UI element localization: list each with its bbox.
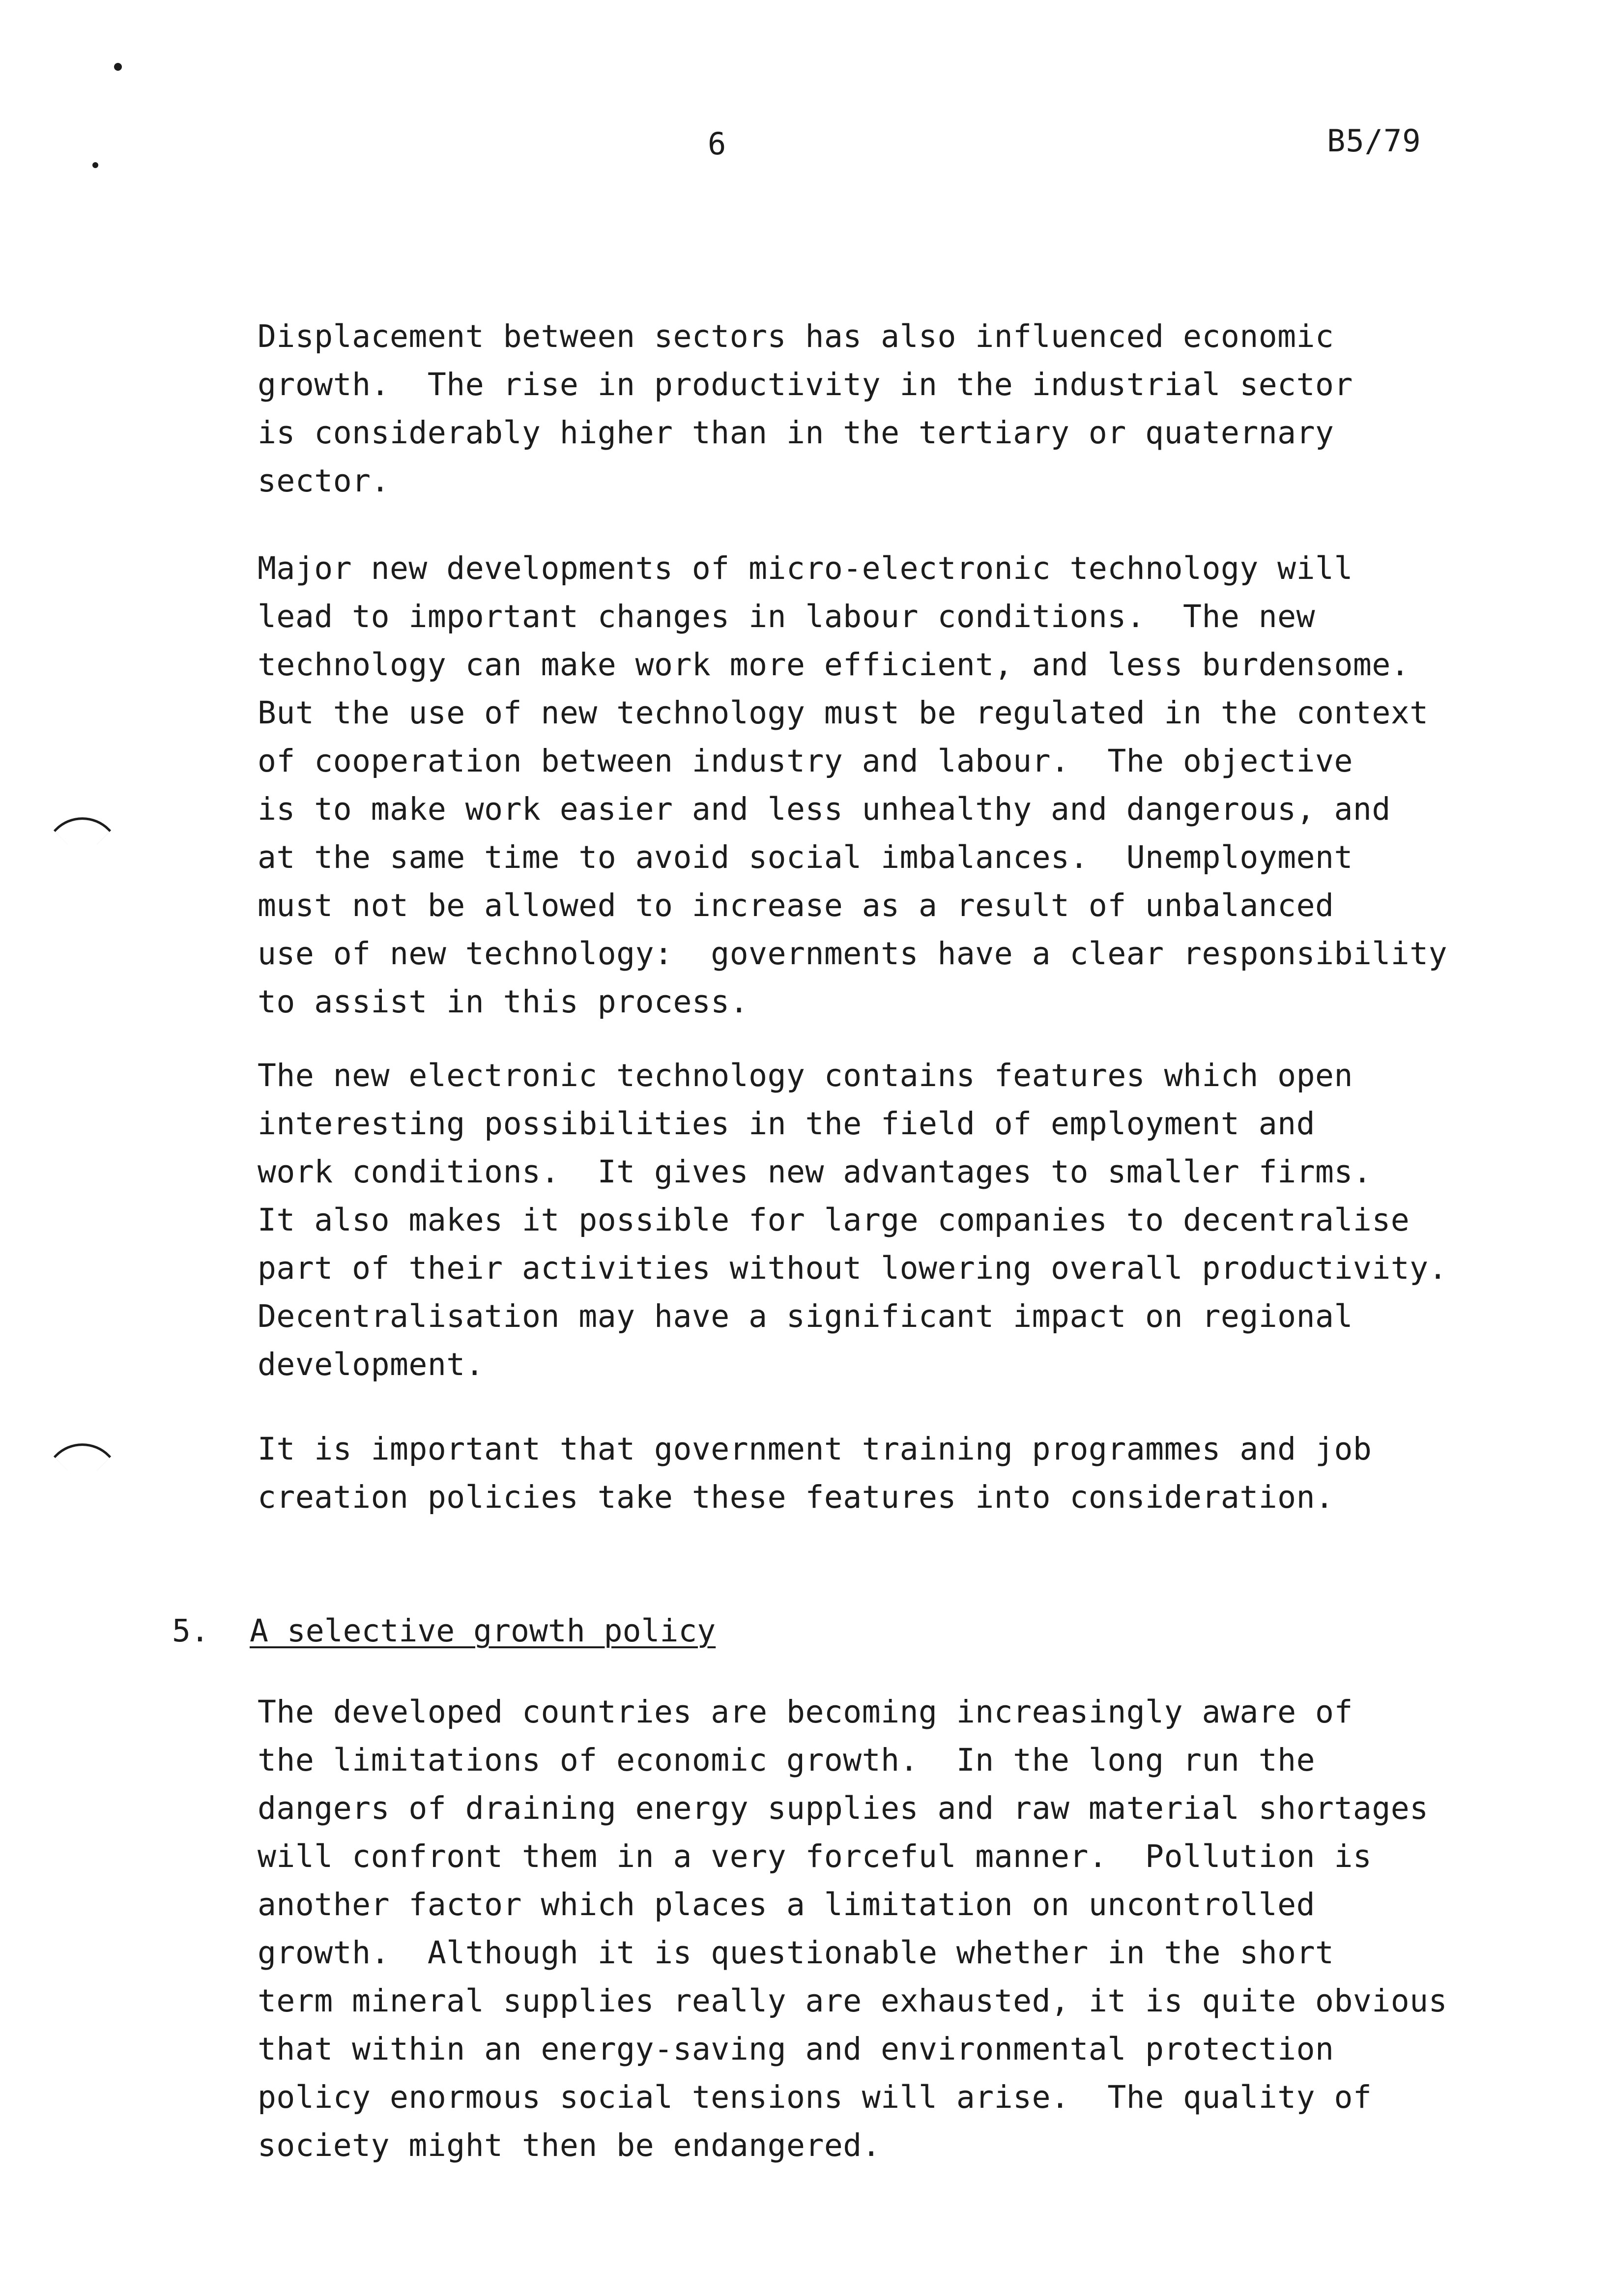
section-heading (172, 1607, 716, 1655)
section-number: 5. (172, 1613, 209, 1649)
text-line: to assist in this process. (258, 984, 749, 1020)
text-line: interesting possibilities in the field of employment and (258, 1106, 1316, 1142)
text-line: term mineral supplies really are exhausted, it is quite obvious (258, 1983, 1448, 2019)
text-line: The new electronic technology contains features which open (258, 1058, 1353, 1093)
scan-speck (114, 63, 122, 71)
text-line: creation policies take these features into consideration. (258, 1479, 1334, 1515)
page-number: 6 (708, 126, 726, 162)
text-line: at the same time to avoid social imbalances. Unemployment (258, 839, 1353, 875)
paragraph-electronic-technology (258, 1052, 1447, 1389)
text-line: of cooperation between industry and labour. The objective (258, 743, 1353, 779)
text-line: the limitations of economic growth. In the long run the (258, 1742, 1316, 1778)
text-line: It is important that government training programmes and job (258, 1431, 1372, 1467)
text-line: will confront them in a very forceful manner. Pollution is (258, 1838, 1372, 1874)
text-line: use of new technology: governments have a clear responsibility (258, 936, 1448, 972)
punch-hole-mark (54, 1428, 111, 1485)
document-reference: B5/79 (1327, 123, 1421, 159)
paragraph-sector-displacement (258, 313, 1353, 505)
text-line: The developed countries are becoming increasingly aware of (258, 1694, 1353, 1730)
text-line: lead to important changes in labour conditions. The new (258, 599, 1316, 634)
text-line: It also makes it possible for large companies to decentralise (258, 1202, 1410, 1238)
text-line: work conditions. It gives new advantages to smaller firms. (258, 1154, 1372, 1190)
text-line: part of their activities without lowering overall productivity. (258, 1250, 1448, 1286)
text-line: is to make work easier and less unhealthy and dangerous, and (258, 791, 1391, 827)
punch-hole-mark (54, 802, 111, 859)
text-line: Decentralisation may have a significant impact on regional (258, 1298, 1353, 1334)
text-line: policy enormous social tensions will arise. The quality of (258, 2079, 1372, 2115)
text-line: must not be allowed to increase as a result of unbalanced (258, 888, 1334, 923)
text-line: growth. The rise in productivity in the industrial sector (258, 367, 1353, 402)
text-line: society might then be endangered. (258, 2127, 881, 2163)
text-line: Displacement between sectors has also influenced economic (258, 318, 1334, 354)
text-line: technology can make work more efficient, and less burdensome. (258, 647, 1410, 683)
text-line: development. (258, 1347, 485, 1382)
text-line: growth. Although it is questionable whether in the short (258, 1935, 1334, 1971)
text-line: dangers of draining energy supplies and raw material shortages (258, 1790, 1429, 1826)
paragraph-growth-limitations (258, 1688, 1447, 2170)
text-line: Major new developments of micro-electronic technology will (258, 550, 1353, 586)
paragraph-micro-electronic (258, 545, 1447, 1026)
text-line: sector. (258, 463, 390, 499)
text-line: But the use of new technology must be regulated in the context (258, 695, 1429, 731)
text-line: another factor which places a limitation on uncontrolled (258, 1887, 1316, 1923)
section-title: A selective growth policy (250, 1613, 716, 1649)
paragraph-training-programmes (258, 1425, 1372, 1521)
scan-speck (92, 162, 98, 168)
text-line: is considerably higher than in the tertiary or quaternary (258, 415, 1334, 451)
text-line: that within an energy-saving and environmental protection (258, 2031, 1334, 2067)
